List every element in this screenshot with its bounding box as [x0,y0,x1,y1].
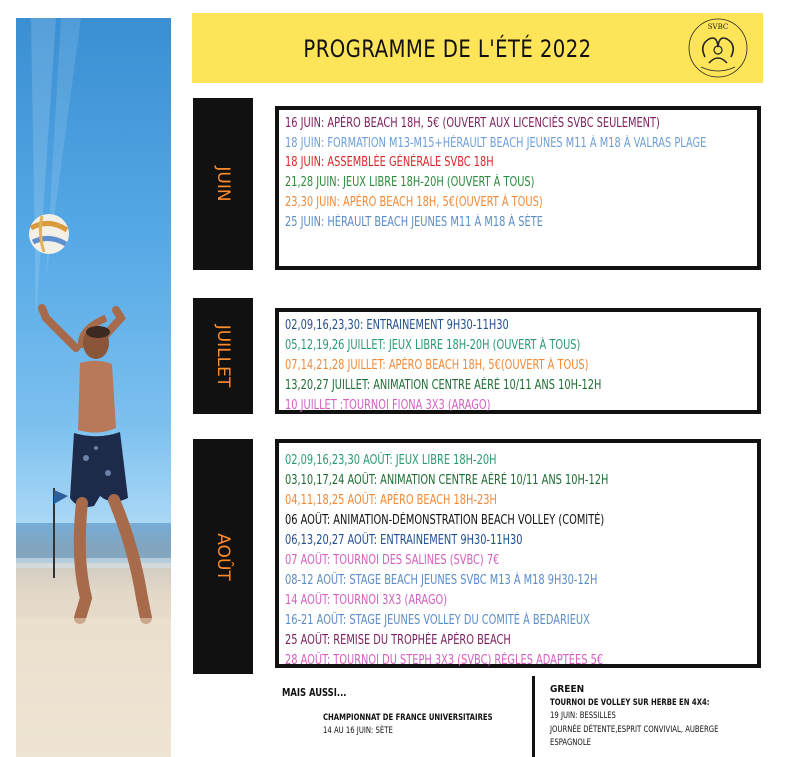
event-item: 02,09,16,23,30 AOÛT: JEUX LIBRE 18H-20H [285,453,497,468]
event-item: 08-12 AOÛT: STAGE BEACH JEUNES SVBC M13 À M18 9H30-12H [285,573,598,588]
event-item: 25 AOÛT: REMISE DU TROPHÉE APÉRO BEACH [285,633,511,648]
events-box-juillet [275,308,761,414]
player-figure [42,308,146,618]
beach-volley-photo [16,18,171,757]
logo-text: SVBC [707,23,729,31]
event-item: 14 AOÛT: TOURNOI 3X3 (ARAGO) [285,593,448,608]
event-item: 04,11,18,25 AOÛT: APÉRO BEACH 18H-23H [285,493,497,508]
green-description: JOURNÉE DÉTENTE,ESPRIT CONVIVIAL, AUBERGE ESPAGNOLE [550,725,719,748]
events-box-aout [275,439,761,668]
volleyball-icon [29,214,69,254]
event-item: 02,09,16,23,30: ENTRAINEMENT 9H30-11H30 [285,318,509,333]
event-item: 05,12,19,26 JUILLET: JEUX LIBRE 18H-20H (OUVERT À TOUS) [285,338,581,353]
month-bar-aout [193,439,253,674]
green-heading: GREEN [550,684,585,695]
month-bar-juillet [193,298,253,414]
green-date: 19 JUIN: BESSILLES [550,711,616,721]
events-box-juin [275,106,761,270]
event-item: 16 JUIN: APÉRO BEACH 18H, 5€ (OUVERT AUX LICENCIÉS SVBC SEULEMENT) [285,116,660,131]
championnat-title: CHAMPIONNAT DE FRANCE UNIVERSITAIRES [323,713,493,723]
event-list-juin [285,114,753,233]
event-item: 18 JUIN: FORMATION M13-M15+HÉRAULT BEACH JEUNES M11 À M18 À VALRAS PLAGE [285,136,707,151]
event-item: 06,13,20,27 AOÛT: ENTRAINEMENT 9H30-11H30 [285,533,523,548]
svbc-logo [687,17,749,79]
month-label-juin: JUIN [213,166,233,202]
mais-aussi-heading: MAIS AUSSI... [282,686,347,699]
month-label-aout: AOÛT [213,532,233,581]
page-title: PROGRAMME DE L'ÉTÉ 2022 [303,35,592,63]
championnat-date: 14 AU 16 JUIN: SÈTE [323,726,393,736]
event-item: 07,14,21,28 JUILLET: APÉRO BEACH 18H, 5€(OUVERT À TOUS) [285,358,589,373]
event-item: 13,20,27 JUILLET: ANIMATION CENTRE AÉRÉ 10/11 ANS 10H-12H [285,378,602,393]
footer-divider [532,676,535,757]
event-item: 23,30 JUIN: APÉRO BEACH 18H, 5€(OUVERT À TOUS) [285,195,543,210]
event-item: 28 AOÛT: TOURNOI DU STEPH 3X3 (SVBC) RÈGLES ADAPTÉES 5€ [285,653,604,668]
event-item: 10 JUILLET :TOURNOI FIONA 3X3 (ARAGO) [285,398,491,413]
event-item: 06 AOÛT: ANIMATION-DÉMONSTRATION BEACH VOLLEY (COMITÉ) [285,513,605,528]
event-item: 03,10,17,24 AOÛT: ANIMATION CENTRE AÉRÉ 10/11 ANS 10H-12H [285,473,609,488]
event-item: 21,28 JUIN: JEUX LIBRE 18H-20H (OUVERT À TOUS) [285,175,535,190]
green-subtitle: TOURNOI DE VOLLEY SUR HERBE EN 4X4: [550,698,710,708]
beach-photo-illustration [16,18,171,757]
event-item: 16-21 AOÛT: STAGE JEUNES VOLLEY DU COMITÉ À BEDARIEUX [285,613,590,628]
event-item: 25 JUIN: HÉRAULT BEACH JEUNES M11 À M18 À SÈTE [285,215,543,230]
month-bar-juin [193,98,253,270]
event-list-aout [285,451,753,671]
event-item: 07 AOÛT: TOURNOI DES SALINES (SVBC) 7€ [285,553,500,568]
title-banner [192,13,763,83]
month-label-juillet: JUILLET [213,324,233,388]
event-item: 18 JUIN: ASSEMBLÉE GÉNÉRALE SVBC 18H [285,155,494,170]
event-list-juillet [285,316,753,416]
